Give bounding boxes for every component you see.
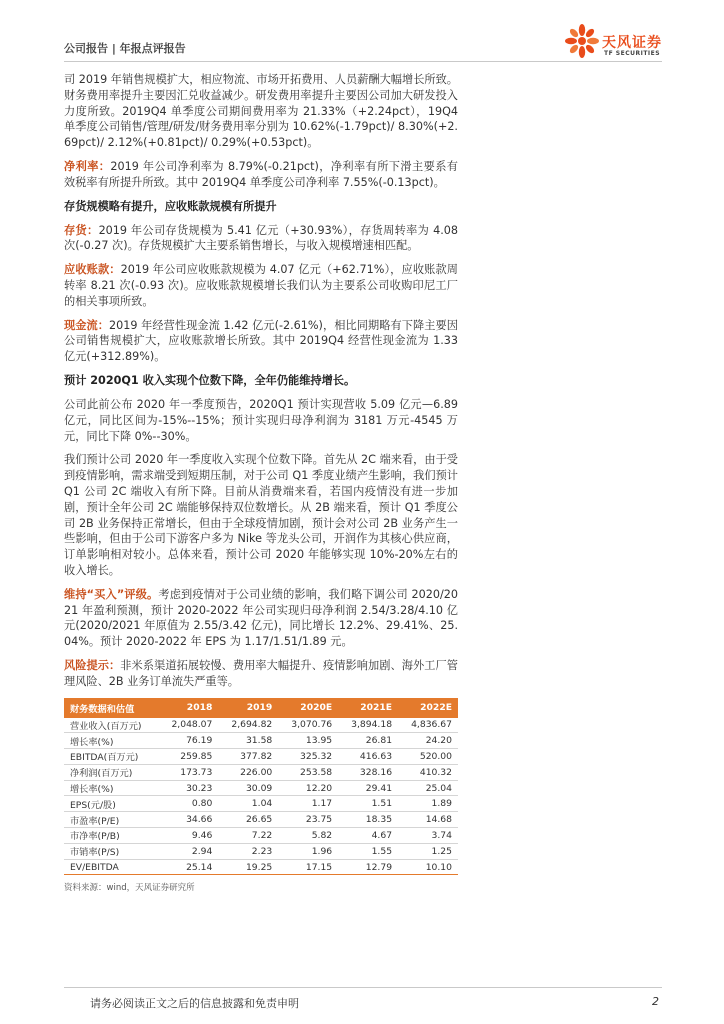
paragraph-lead: 存货： [64, 223, 99, 237]
table-cell: 12.20 [278, 780, 338, 796]
paragraph-q1-preview [64, 397, 458, 444]
row-label: 营业收入(百万元) [64, 718, 158, 733]
table-cell: 1.51 [338, 796, 398, 812]
table-source-note: 资料来源：wind，天风证券研究所 [64, 883, 195, 894]
paragraph-receivables [64, 262, 458, 309]
table-cell: 1.04 [218, 796, 278, 812]
paragraph-text: 2019 年公司净利率为 8.79%(-0.21pct)，净利率有所下滑主要系有效税率有所提升所致。其中 2019Q4 单季度公司净利率 7.55%(-0.13pct)。 [64, 159, 458, 189]
table-cell: 23.75 [278, 812, 338, 828]
table-cell: 3.74 [398, 828, 458, 844]
column-header: 2019 [218, 698, 278, 718]
table-cell: 173.73 [158, 764, 218, 780]
table-row [64, 843, 458, 859]
table-cell: 14.68 [398, 812, 458, 828]
paragraph-q1-analysis [64, 452, 458, 578]
table-header-row [64, 698, 458, 718]
table-cell: 1.96 [278, 843, 338, 859]
report-body [64, 72, 458, 893]
table-cell: 26.65 [218, 812, 278, 828]
row-label: 增长率(%) [64, 780, 158, 796]
table-cell: 29.41 [338, 780, 398, 796]
paragraph-lead: 风险提示： [64, 658, 121, 672]
table-cell: 416.63 [338, 749, 398, 765]
table-cell: 10.10 [398, 859, 458, 875]
table-row [64, 749, 458, 765]
table-cell: 19.25 [218, 859, 278, 875]
paragraph-lead: 维持“买入”评级。 [64, 587, 159, 601]
column-header: 2021E [338, 698, 398, 718]
table-cell: 5.82 [278, 828, 338, 844]
row-label: EPS(元/股) [64, 796, 158, 812]
column-header: 2020E [278, 698, 338, 718]
paragraph-lead: 现金流： [64, 318, 110, 332]
table-cell: 2,048.07 [158, 718, 218, 733]
paragraph-text: 2019 年经营性现金流 1.42 亿元(-2.61%)，相比同期略有下降主要因公司销售规模扩大，应收账款增长所致。其中 2019Q4 经营性现金流为 1.33 亿元(+312.89%)。 [64, 318, 458, 364]
table-cell: 24.20 [398, 733, 458, 749]
table-row [64, 828, 458, 844]
paragraph-text: 2019 年公司应收账款规模为 4.07 亿元（+62.71%），应收账款周转率 8.21 次(-0.93 次)。应收账款规模增长我们认为主要系公司收购印尼工厂的相关事项所致。 [64, 263, 458, 308]
table-row [64, 733, 458, 749]
paragraph-net-margin [64, 159, 458, 191]
table-cell: 13.95 [278, 733, 338, 749]
table-cell: 1.25 [398, 843, 458, 859]
footer-divider [64, 987, 662, 988]
paragraph-lead: 应收账款： [64, 263, 121, 277]
brand-name: 天风证券 [602, 35, 662, 51]
table-row [64, 812, 458, 828]
table-cell: 328.16 [338, 764, 398, 780]
section-heading-inventory: 存货规模略有提升，应收账款规模有所提升 [64, 199, 277, 213]
row-label: 净利润(百万元) [64, 764, 158, 780]
row-label: 市净率(P/B) [64, 828, 158, 844]
table-cell: 3,070.76 [278, 718, 338, 733]
table-cell: 520.00 [398, 749, 458, 765]
table-cell: 2,694.82 [218, 718, 278, 733]
report-type-header: 公司报告 | 年报点评报告 [64, 42, 186, 55]
table-cell: 1.55 [338, 843, 398, 859]
table-cell: 2.23 [218, 843, 278, 859]
column-header: 2018 [158, 698, 218, 718]
table-cell: 7.22 [218, 828, 278, 844]
table-cell: 76.19 [158, 733, 218, 749]
table-cell: 1.17 [278, 796, 338, 812]
footer-disclaimer: 请务必阅读正文之后的信息披露和免责申明 [90, 997, 299, 1010]
paragraph-cash-flow [64, 318, 458, 365]
paragraph-text: 考虑到疫情对于公司业绩的影响，我们略下调公司 2020/2021 年盈利预测，预计 2020-2022 年公司实现归母净利润 2.54/3.28/4.10 亿元(2020/2021 年原值为 2.55/3.42 亿元)，同比增长 12.2%、29.41%、25.04%。预计 2020-2022 年 EPS 为 1.17/1.51/1.89 元。 [64, 587, 458, 649]
brand-subtitle: TF SECURITIES [604, 50, 661, 57]
table-cell: 17.15 [278, 859, 338, 875]
table-row [64, 718, 458, 733]
financial-data-table [64, 698, 458, 876]
table-cell: 410.32 [398, 764, 458, 780]
row-label: 市销率(P/S) [64, 843, 158, 859]
table-cell: 3,894.18 [338, 718, 398, 733]
paragraph-text: 司 2019 年销售规模扩大，相应物流、市场开拓费用、人员薪酬大幅增长所致。财务费用率提升主要因汇兑收益减少。研发费用率提升主要因公司加大研发投入力度所致。2019Q4 单季度公司期间费用率为 21.33%（+2.24pct），19Q4 单季度公司销售/管理/研发/财务费用率分别为 10.62%(-1.79pct)/ 8.30%(+2.69pct)/ 2.12%(+0.81pct)/ 0.29%(+0.53pct)。 [64, 73, 458, 150]
table-cell: 25.04 [398, 780, 458, 796]
table-cell: 325.32 [278, 749, 338, 765]
table-cell: 259.85 [158, 749, 218, 765]
paragraph-rating [64, 587, 458, 650]
table-cell: 30.09 [218, 780, 278, 796]
table-row [64, 780, 458, 796]
table-cell: 26.81 [338, 733, 398, 749]
row-label: 市盈率(P/E) [64, 812, 158, 828]
table-cell: 2.94 [158, 843, 218, 859]
table-cell: 18.35 [338, 812, 398, 828]
table-cell: 1.89 [398, 796, 458, 812]
table-row [64, 796, 458, 812]
table-row [64, 764, 458, 780]
paragraph-inventory [64, 223, 458, 255]
paragraph-text: 公司此前公布 2020 年一季度预告，2020Q1 预计实现营收 5.09 亿元—6.89 亿元，同比区间为-15%--15%；预计实现归母净利润为 3181 万元-4545 万元，同比下降 0%--30%。 [64, 397, 458, 443]
column-header: 2022E [398, 698, 458, 718]
table-cell: 0.80 [158, 796, 218, 812]
table-cell: 226.00 [218, 764, 278, 780]
brand-logo [558, 20, 668, 62]
table-cell: 4.67 [338, 828, 398, 844]
paragraph-text: 我们预计公司 2020 年一季度收入实现个位数下降。首先从 2C 端来看，由于受到疫情影响，需求端受到短期压制，对于公司 Q1 季度业绩产生影响，我们预计 Q1 公司 2C 端收入有所下降。目前从消费端来看，若国内疫情没有进一步加剧，预计全年公司 2C 端能够保持双位数增长。从 2B 端来看，预计 Q1 季度公司 2B 业务保持正常增长，但由于全球疫情加剧，预计会对公司 2B 业务产生一些影响，但由于公司下游客户多为 Nike 等龙头公司，开润作为其核心供应商，订单影响相对较小。总体来看，预计公司 2020 年能够实现 10%-20%左右的收入增长。 [64, 453, 458, 577]
paragraph-lead: 净利率： [64, 159, 111, 173]
paragraph-expense-ratio [64, 72, 458, 151]
section-heading-forecast: 预计 2020Q1 收入实现个位数下降，全年仍能维持增长。 [64, 373, 356, 387]
page-number: 2 [652, 995, 659, 1008]
paragraph-text: 2019 年公司存货规模为 5.41 亿元（+30.93%），存货周转率为 4.08 次(-0.27 次)。存货规模扩大主要系销售增长，与收入规模增速相匹配。 [64, 223, 458, 253]
table-cell: 25.14 [158, 859, 218, 875]
row-label: 增长率(%) [64, 733, 158, 749]
row-label: EV/EBITDA [64, 859, 158, 875]
table-cell: 4,836.67 [398, 718, 458, 733]
table-cell: 30.23 [158, 780, 218, 796]
table-row [64, 859, 458, 875]
paragraph-text: 非米系渠道拓展较慢、费用率大幅提升、疫情影响加剧、海外工厂管理风险、2B 业务订单流失严重等。 [64, 658, 458, 688]
financial-table-wrapper [64, 698, 458, 894]
table-cell: 31.58 [218, 733, 278, 749]
table-cell: 377.82 [218, 749, 278, 765]
table-cell: 9.46 [158, 828, 218, 844]
flower-logo-icon [558, 20, 602, 62]
column-header: 财务数据和估值 [64, 698, 158, 718]
table-cell: 12.79 [338, 859, 398, 875]
table-cell: 34.66 [158, 812, 218, 828]
table-cell: 253.58 [278, 764, 338, 780]
paragraph-risk [64, 658, 458, 690]
row-label: EBITDA(百万元) [64, 749, 158, 765]
